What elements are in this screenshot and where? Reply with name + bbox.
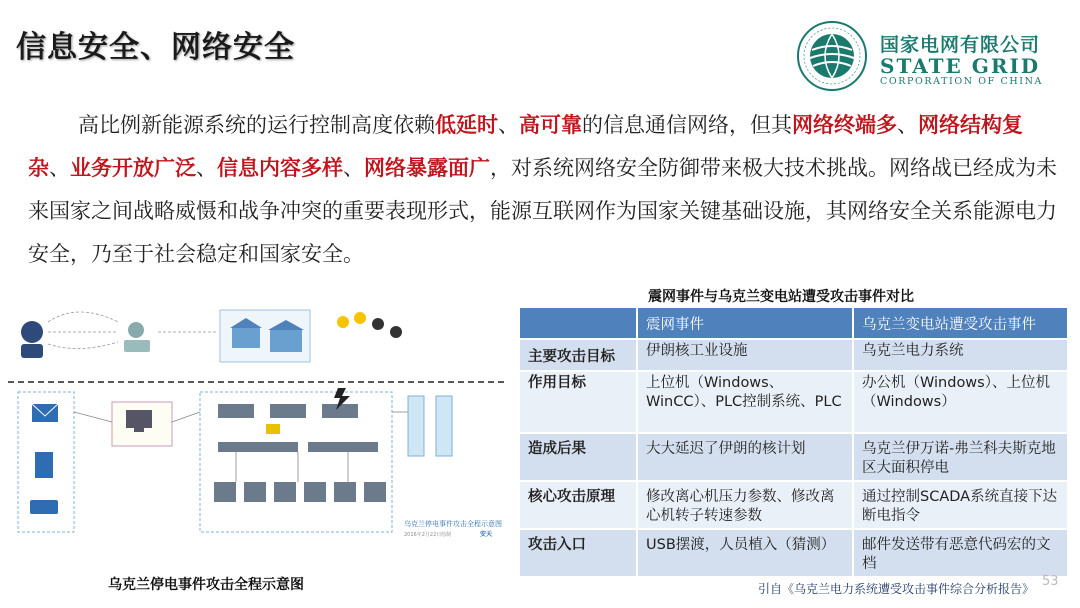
- stuxnet-cell: 上位机（Windows、WinCC）、PLC控制系统、PLC: [637, 371, 853, 433]
- table-title: 震网事件与乌克兰变电站遭受攻击事件对比: [648, 289, 914, 305]
- para-highlight: 网络终端多: [792, 113, 897, 137]
- page-number: 53: [1042, 574, 1059, 589]
- diagram-caption: 乌克兰停电事件攻击全程示意图: [108, 577, 304, 593]
- para-text: 高比例新能源系统的运行控制高度依赖: [78, 113, 435, 137]
- para-highlight: 网络暴露面广: [364, 156, 490, 180]
- row-label: 核心攻击原理: [519, 481, 637, 529]
- lightbulb-icons: [337, 312, 402, 338]
- hacker-icon: [21, 321, 43, 358]
- para-text: 的信息通信网络，但其: [582, 113, 792, 137]
- para-highlight: 信息内容多样: [217, 156, 343, 180]
- operator-icon: [124, 322, 150, 352]
- ukraine-cell: 通过控制SCADA系统直接下达断电指令: [853, 481, 1067, 529]
- stuxnet-cell: 伊朗核工业设施: [637, 339, 853, 371]
- citation: 引自《乌克兰电力系统遭受攻击事件综合分析报告》: [758, 582, 1035, 596]
- para-highlight: 业务开放广泛: [70, 156, 196, 180]
- stuxnet-cell: USB摆渡，人员植入（猜测）: [637, 529, 853, 576]
- table-header-row: [519, 308, 1067, 339]
- table-row: [519, 433, 1067, 481]
- table-row: [519, 339, 1067, 371]
- para-highlight: 低延时: [435, 113, 498, 137]
- stuxnet-cell: 修改离心机压力参数、修改离心机转子转速参数: [637, 481, 853, 529]
- table-row: [519, 371, 1067, 433]
- table-row: [519, 481, 1067, 529]
- para-text: 、: [343, 156, 364, 180]
- table-header-cell: [519, 308, 637, 339]
- state-grid-emblem-icon: [796, 20, 868, 92]
- para-text: 、: [49, 156, 70, 180]
- company-logo: [796, 20, 1068, 92]
- logo-name-en: STATE GRID: [880, 54, 1041, 78]
- row-label: 造成后果: [519, 433, 637, 481]
- attack-diagram: [8, 292, 508, 542]
- ukraine-cell: 办公机（Windows）、上位机（Windows）: [853, 371, 1067, 433]
- logo-name-cn: 国家电网有限公司: [880, 34, 1041, 56]
- stuxnet-cell: 大大延迟了伊朗的核计划: [637, 433, 853, 481]
- intro-paragraph: [28, 104, 1058, 276]
- ukraine-cell: 乌克兰伊万诺-弗兰科夫斯克地区大面积停电: [853, 433, 1067, 481]
- para-text: 、: [897, 113, 918, 137]
- para-highlight: 高可靠: [519, 113, 582, 137]
- row-label: 作用目标: [519, 371, 637, 433]
- slide-title: 信息安全、网络安全: [16, 30, 295, 65]
- diagram-watermark-brand: 安天: [480, 531, 493, 538]
- door-icon: [35, 452, 53, 478]
- email-icon: [32, 404, 58, 422]
- ukraine-cell: 邮件发送带有恶意代码宏的文档: [853, 529, 1067, 576]
- table-row: [519, 529, 1067, 576]
- logo-name-en-sub: CORPORATION OF CHINA: [880, 76, 1043, 87]
- table-header-cell: 震网事件: [637, 308, 853, 339]
- diagram-watermark-title: 乌克兰停电事件攻击全程示意图: [404, 520, 502, 528]
- para-text: 、: [498, 113, 519, 137]
- usb-device-icon: [30, 500, 58, 514]
- para-highlight: 网络结构复杂: [28, 113, 1023, 180]
- row-label: 主要攻击目标: [519, 339, 637, 371]
- table-header-cell: 乌克兰变电站遭受攻击事件: [853, 308, 1067, 339]
- ukraine-cell: 乌克兰电力系统: [853, 339, 1067, 371]
- row-label: 攻击入口: [519, 529, 637, 576]
- para-text: ，对系统网络安全防御带来极大技术挑战。网络战已经成为未来国家之间战略威慑和战争冲突的重要表现形式，能源互联网作为国家关键基础设施，其网络安全关系能源电力安全，乃至于社会稳定和国家安全。: [28, 156, 1057, 266]
- diagram-watermark-date: 2016年2月22日绘制: [404, 532, 452, 538]
- para-text: 、: [196, 156, 217, 180]
- comparison-table: [518, 308, 1067, 576]
